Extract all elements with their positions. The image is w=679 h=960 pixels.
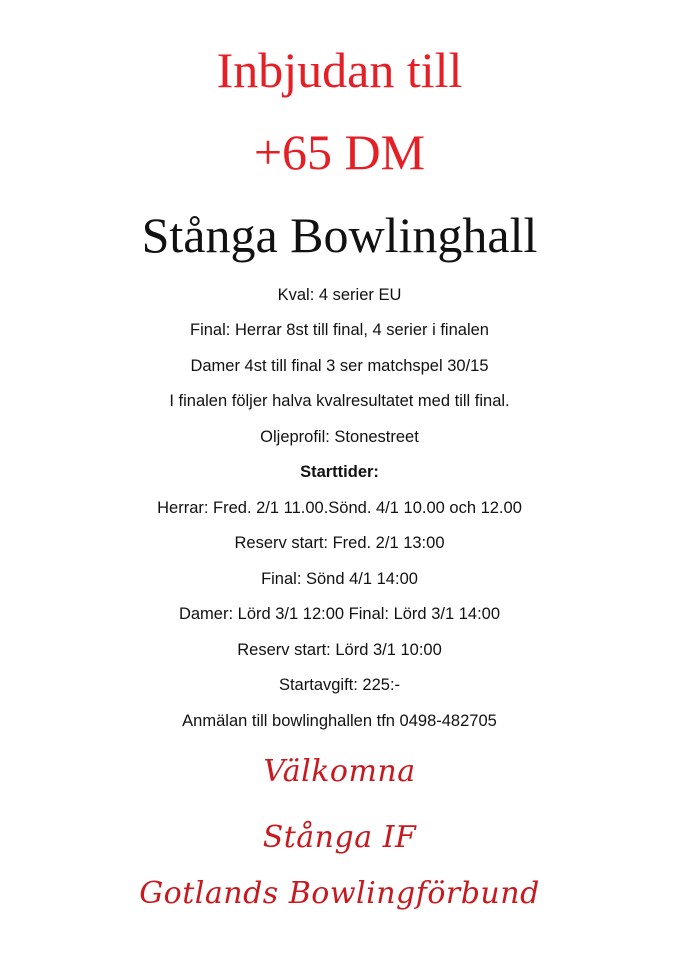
kval-text: Kval: 4 serier EU — [277, 286, 402, 304]
start-fee-text: Startavgift: 225:- — [278, 676, 401, 694]
club-name: Stånga IF — [262, 820, 417, 855]
welcome-text: Välkomna — [263, 754, 416, 789]
final-herrar-text: Final: Herrar 8st till final, 4 serier i finalen — [190, 321, 489, 339]
damer-times-text: Damer: Lörd 3/1 12:00 Final: Lörd 3/1 14:00 — [178, 605, 501, 623]
herrar-final-text: Final: Sönd 4/1 14:00 — [261, 570, 418, 588]
oil-profile-text: Oljeprofil: Stonestreet — [260, 428, 419, 446]
heading-invitation: Inbjudan till — [216, 42, 463, 98]
herrar-reserv-text: Reserv start: Fred. 2/1 13:00 — [234, 534, 445, 552]
final-damer-text: Damer 4st till final 3 ser matchspel 30/15 — [190, 357, 489, 375]
federation-name: Gotlands Bowlingförbund — [139, 876, 540, 911]
final-rule-text: I finalen följer halva kvalresultatet med till final. — [169, 392, 510, 410]
herrar-times-text: Herrar: Fred. 2/1 11.00.Sönd. 4/1 10.00 och 12.00 — [157, 499, 522, 517]
damer-reserv-text: Reserv start: Lörd 3/1 10:00 — [237, 641, 442, 659]
heading-venue: Stånga Bowlinghall — [141, 207, 538, 263]
starttider-heading: Starttider: — [300, 463, 379, 481]
signup-text: Anmälan till bowlinghallen tfn 0498-482705 — [182, 712, 497, 730]
heading-event: +65 DM — [253, 124, 426, 180]
